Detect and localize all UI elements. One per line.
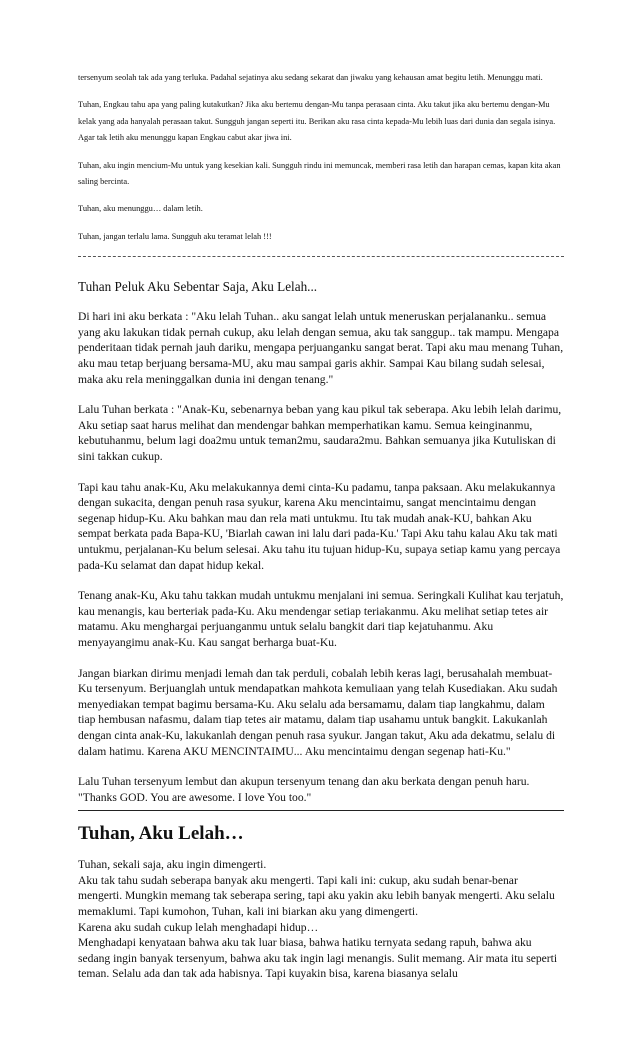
paragraph: Aku tak tahu sudah seberapa banyak aku mengerti. Tapi kali ini: cukup, aku sudah benar-benar mengerti. Mungkin memang tak seberapa sering, tapi aku yakin aku lebih banyak mengerti. Aku selalu memaklumi. Tapi kumohon, Tuhan, kali ini biarkan aku yang dimengerti. — [78, 873, 555, 919]
section-body — [78, 857, 564, 982]
solid-divider — [78, 810, 564, 811]
paragraph: Tenang anak-Ku, Aku tahu takkan mudah untukmu menjalani ini semua. Seringkali Kulihat kau terjatuh, kau menangis, kau berteriak pada-Ku. Aku mendengar setiap teriakanmu. Aku melihat setiap tetes air matamu. Aku menghargai perjuanganmu untuk selalu bangkit dari tiap kejatuhanmu. Aku menyayangimu anak-Ku. Kau sangat berharga buat-Ku. — [78, 589, 564, 649]
paragraph: Tuhan, aku menunggu… dalam letih. — [78, 204, 203, 214]
paragraph: Jangan biarkan dirimu menjadi lemah dan tak perduli, cobalah lebih keras lagi, berusahalah membuat-Ku tersenyum. Berjuanglah untuk mendapatkan mahkota kemuliaan yang telah Kusediakan. Aku sudah menyediakan tempat bagimu bersama-Ku. Aku selalu ada bersamamu, dalam tiap langkahmu, dalam tiap hembusan nafasmu, dalam tiap tetes air matamu, dalam tiap usahamu untuk bangkit. Lakukanlah dengan cinta anak-Ku, lakukanlah dengan penuh rasa syukur. Jangan takut, Aku ada dekatmu, selalu di dalam hatimu. Karena AKU MENCINTAIMU... Aku mencintaimu dengan segenap hati-Ku." — [78, 666, 558, 758]
paragraph: Tuhan, jangan terlalu lama. Sungguh aku teramat lelah !!! — [78, 231, 272, 241]
section-heading: Tuhan, Aku Lelah… — [78, 823, 244, 845]
paragraph: Tuhan, sekali saja, aku ingin dimengerti. — [78, 858, 267, 872]
dashed-divider — [78, 256, 564, 257]
paragraph: Tuhan, Engkau tahu apa yang paling kutakutkan? Jika aku bertemu dengan-Mu tanpa perasaan cinta. Aku takut jika aku bertemu dengan-Mu kelak yang ada hanyalah perasaan takut. Sungguh jangan seperti itu. Berikan aku rasa cinta kepada-Mu lebih luas dari dunia dan segala isinya. Agar tak letih aku menunggu kapan Engkau cabut akar jiwa ini. — [78, 100, 556, 143]
paragraph: Di hari ini aku berkata : "Aku lelah Tuhan.. aku sangat lelah untuk meneruskan perjalananku.. semua yang aku lakukan tidak pernah cukup, aku lelah dengan semua, aku tak sanggup.. tak mampu. Mengapa penderitaan tidak pernah jauh dariku, mengapa perjuanganku sangat berat. Tapi aku mau menang Tuhan, aku mau tetap berjuang bersama-MU, aku mau sampai garis akhir. Sampai Kau bilang sudah selesai, maka aku rela meninggalkan dunia ini dengan tenang." — [78, 310, 564, 386]
section-title: Tuhan Peluk Aku Sebentar Saja, Aku Lelah... — [78, 279, 318, 295]
paragraph: tersenyum seolah tak ada yang terluka. Padahal sejatinya aku sedang sekarat dan jiwaku yang kehausan amat begitu letih. Menunggu mati. — [78, 73, 543, 82]
paragraph: Menghadapi kenyataan bahwa aku tak luar biasa, bahwa hatiku ternyata sedang rapuh, bahwa aku sedang ingin banyak tersenyum, bahwa aku tak ingin lagi menangis. Sulit memang. Air mata itu seperti teman. Selalu ada dan tak ada habisnya. Tapi kuyakin bisa, karena biasanya selalu — [78, 936, 558, 981]
paragraph: Lalu Tuhan berkata : "Anak-Ku, sebenarnya beban yang kau pikul tak seberapa. Aku lebih lelah darimu, Aku setiap saat harus melihat dan mendengar bahkan memperhatikan kamu. Semua keinginanmu, kebutuhanmu, belum lagi doa2mu untuk teman2mu, saudara2mu. Bahkan semuanya jika Kutuliskan di sini takkan cukup. — [78, 403, 562, 463]
paragraph: Lalu Tuhan tersenyum lembut dan akupun tersenyum tenang dan aku berkata dengan penuh haru. "Thanks GOD. You are awesome. I love You too." — [78, 775, 530, 804]
paragraph: Tuhan, aku ingin mencium-Mu untuk yang kesekian kali. Sungguh rindu ini memuncak, memberi rasa letih dan harapan cemas, kapan kita akan saling bercinta. — [78, 160, 561, 187]
paragraph: Karena aku sudah cukup lelah menghadapi hidup… — [78, 920, 319, 934]
paragraph: Tapi kau tahu anak-Ku, Aku melakukannya demi cinta-Ku padamu, tanpa paksaan. Aku melakukannya dengan sukacita, dengan penuh rasa syukur, karena Aku mencintaimu, sangat mencintaimu dengan segenap hidup-Ku. Aku bahkan mau dan rela mati untukmu. Itu tak mudah anak-KU, bahkan Aku sempat berkata pada Bapa-KU, 'Biarlah cawan ini lalu dari pada-Ku.' Tapi Aku tahu kalau Aku tak mati untukmu, perjalanan-Ku belum selesai. Aku tahu itu tujuan hidup-Ku, supaya setiap kamu yang percaya pada-Ku selamat dan dapat hidup kekal. — [78, 480, 561, 572]
document-page — [78, 70, 564, 982]
